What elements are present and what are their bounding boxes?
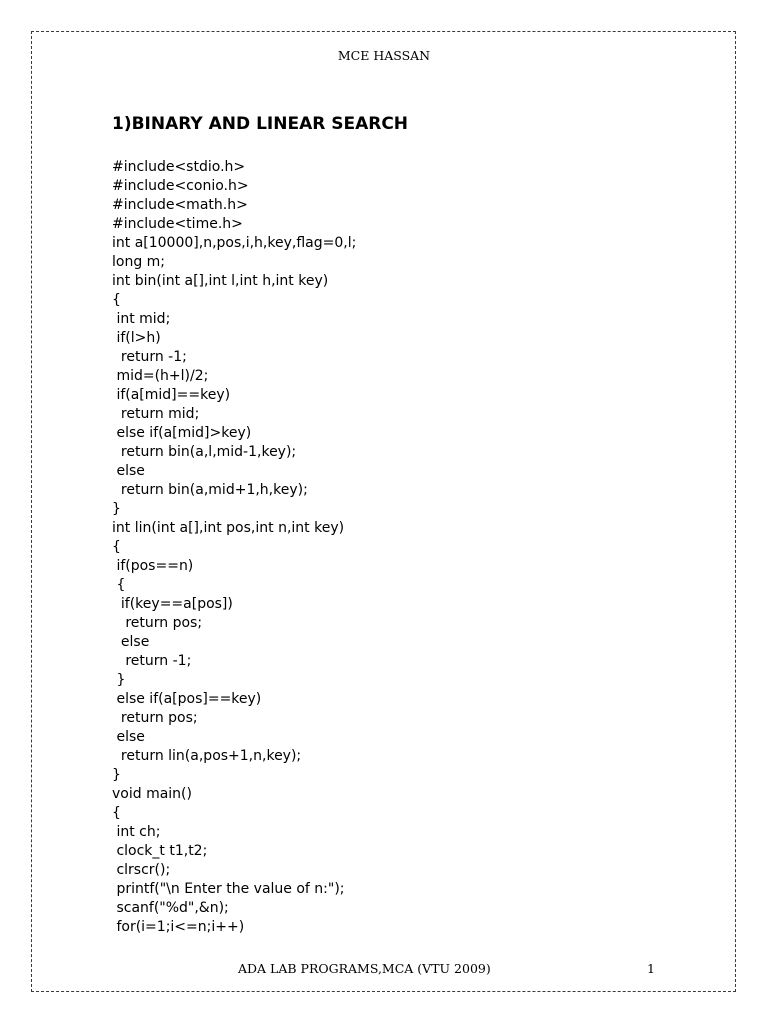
code-line: clrscr(); [112, 862, 171, 878]
code-line: int ch; [112, 824, 161, 840]
code-line: else [112, 463, 145, 479]
code-line: int a[10000],n,pos,i,h,key,flag=0,l; [112, 235, 357, 251]
code-line: return bin(a,l,mid-1,key); [112, 444, 297, 460]
code-line: if(l>h) [112, 330, 161, 346]
code-line: scanf("%d",&n); [112, 900, 229, 916]
code-line: printf("\n Enter the value of n:"); [112, 881, 345, 897]
code-line: { [112, 805, 121, 821]
code-line: } [112, 501, 121, 517]
code-line: #include<stdio.h> [112, 159, 246, 175]
code-line: int bin(int a[],int l,int h,int key) [112, 273, 329, 289]
code-line: else [112, 634, 150, 650]
code-line: return bin(a,mid+1,h,key); [112, 482, 308, 498]
code-line: for(i=1;i<=n;i++) [112, 919, 245, 935]
code-line: else if(a[mid]>key) [112, 425, 252, 441]
code-line: int mid; [112, 311, 171, 327]
code-line: { [112, 539, 121, 555]
code-line: void main() [112, 786, 192, 802]
code-line: int lin(int a[],int pos,int n,int key) [112, 520, 345, 536]
code-line: else if(a[pos]==key) [112, 691, 262, 707]
code-line: if(pos==n) [112, 558, 194, 574]
code-line: #include<conio.h> [112, 178, 249, 194]
page-number: 1 [647, 961, 655, 976]
code-line: } [112, 672, 126, 688]
code-line: #include<math.h> [112, 197, 248, 213]
code-line: return -1; [112, 653, 192, 669]
code-line: long m; [112, 254, 166, 270]
section-title: 1)BINARY AND LINEAR SEARCH [112, 114, 409, 134]
code-line: #include<time.h> [112, 216, 243, 232]
code-line: if(key==a[pos]) [112, 596, 233, 612]
code-line: return -1; [112, 349, 187, 365]
page-footer: ADA LAB PROGRAMS,MCA (VTU 2009) [238, 961, 491, 976]
code-line: { [112, 292, 121, 308]
code-line: return lin(a,pos+1,n,key); [112, 748, 302, 764]
code-line: return pos; [112, 615, 203, 631]
code-block [112, 158, 356, 937]
code-line: return pos; [112, 710, 198, 726]
code-line: return mid; [112, 406, 200, 422]
code-line: else [112, 729, 145, 745]
page-header: MCE HASSAN [337, 48, 431, 63]
code-line: mid=(h+l)/2; [112, 368, 209, 384]
code-line: } [112, 767, 121, 783]
code-line: clock_t t1,t2; [112, 843, 208, 859]
code-line: if(a[mid]==key) [112, 387, 231, 403]
code-line: { [112, 577, 126, 593]
